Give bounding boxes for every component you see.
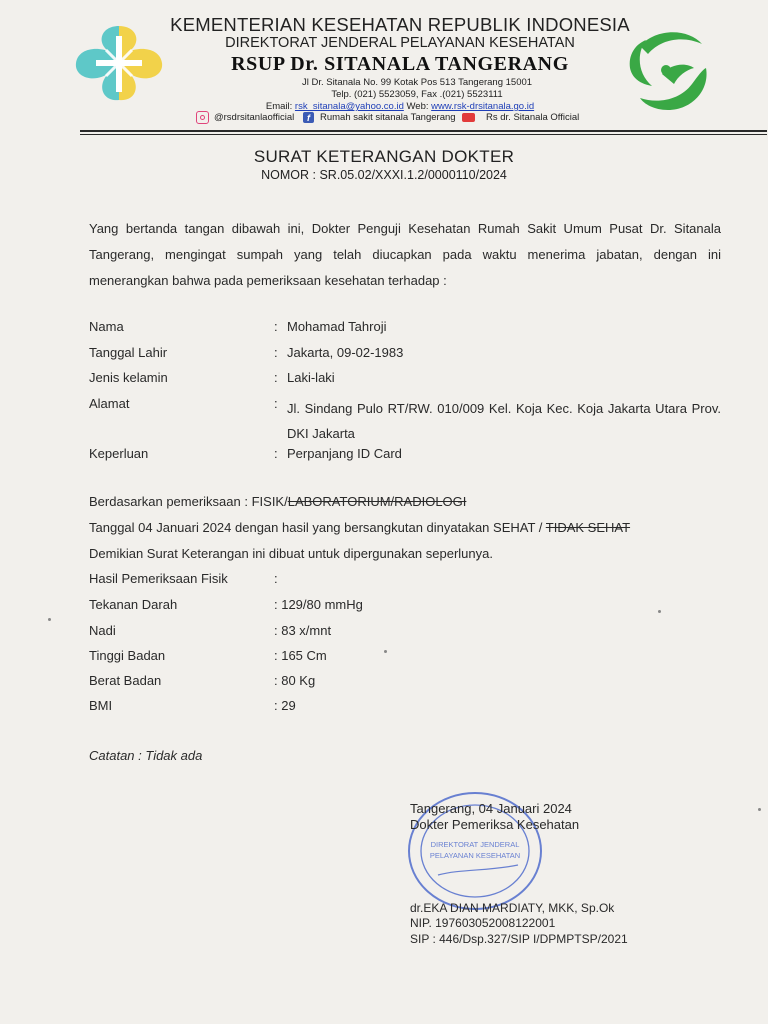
directorate-name: DIREKTORAT JENDERAL PELAYANAN KESEHATAN	[225, 35, 575, 51]
bmi-label: BMI	[89, 698, 113, 713]
name-label: Nama	[89, 319, 124, 334]
address-value: Jl. Sindang Pulo RT/RW. 010/009 Kel. Koja Kec. Koja Jakarta Utara Prov. DKI Jakarta	[287, 401, 721, 441]
ministry-name: KEMENTERIAN KESEHATAN REPUBLIK INDONESIA	[170, 14, 630, 35]
result-prefix: Tanggal 04 Januari 2024 dengan hasil yang bersangkutan dinyatakan SEHAT /	[89, 520, 546, 535]
hospital-phone: Telp. (021) 5523059, Fax .(021) 5523111	[331, 89, 503, 100]
dob-label: Tanggal Lahir	[89, 345, 168, 360]
sex-value: Laki-laki	[287, 370, 335, 385]
weight-value: : 80 Kg	[274, 673, 316, 688]
purpose-value: Perpanjang ID Card	[287, 446, 402, 461]
pulse-value: : 83 x/mnt	[274, 623, 332, 638]
doctor-sip: SIP : 446/Dsp.327/SIP I/DPMPTSP/2021	[410, 932, 628, 946]
height-label: Tinggi Badan	[89, 648, 166, 663]
pulse-label: Nadi	[89, 623, 116, 638]
hospital-name: RSUP Dr. SITANALA TANGERANG	[231, 53, 569, 75]
social-media-row	[196, 111, 596, 127]
basis-prefix: Berdasarkan pemeriksaan :	[89, 494, 252, 509]
signature-place-date: Tangerang, 04 Januari 2024	[410, 801, 572, 816]
height-value: : 165 Cm	[274, 648, 327, 663]
facebook-page: Rumah sakit sitanala Tangerang	[320, 112, 456, 123]
weight-label: Berat Badan	[89, 673, 162, 688]
scan-speck	[384, 650, 387, 653]
sex-colon: :	[274, 370, 278, 385]
examination-basis	[89, 494, 466, 509]
bp-value: : 129/80 mmHg	[274, 597, 363, 612]
physical-exam-colon: :	[274, 571, 278, 586]
name-colon: :	[274, 319, 278, 334]
dob-colon: :	[274, 345, 278, 360]
doctor-name: dr.EKA DIAN MARDIATY, MKK, Sp.Ok	[410, 901, 615, 915]
letterhead-rule-thin	[80, 134, 767, 135]
hospital-logo-icon	[622, 24, 714, 116]
signature-role: Dokter Pemeriksa Kesehatan	[410, 817, 580, 832]
closing-statement: Demikian Surat Keterangan ini dibuat untuk dipergunakan seperlunya.	[89, 546, 493, 561]
letterhead	[170, 14, 630, 113]
basis-struck: LABORATORIUM/RADIOLOGI	[287, 494, 467, 509]
web-link[interactable]: www.rsk-drsitanala.go.id	[431, 101, 535, 112]
bp-label: Tekanan Darah	[89, 597, 178, 612]
facebook-icon: f	[303, 112, 314, 123]
scan-speck	[758, 808, 761, 811]
scan-speck	[48, 618, 51, 621]
doctor-nip: NIP. 197603052008122001	[410, 916, 556, 930]
ministry-logo-icon	[70, 22, 168, 104]
instagram-icon	[196, 111, 209, 124]
email-label: Email:	[265, 101, 293, 112]
examination-result	[89, 520, 630, 535]
dob-value: Jakarta, 09-02-1983	[287, 345, 404, 360]
address-colon: :	[274, 396, 278, 411]
youtube-channel: Rs dr. Sitanala Official	[486, 112, 580, 123]
email-link[interactable]: rsk_sitanala@yahoo.co.id	[294, 101, 404, 112]
document-title: SURAT KETERANGAN DOKTER	[253, 147, 515, 166]
web-label: Web:	[406, 101, 429, 112]
address-label: Alamat	[89, 396, 130, 411]
intro-paragraph: Yang bertanda tangan dibawah ini, Dokter Penguji Kesehatan Rumah Sakit Umum Pusat Dr. Sitanala Tangerang, mengingat sumpah yang telah diucapkan pada waktu menerima jabatan, dengan ini menerangkan bahwa pada pemeriksaan kesehatan terhadap :	[89, 221, 721, 288]
letterhead-rule-thick	[80, 130, 767, 132]
name-value: Mohamad Tahroji	[287, 319, 387, 334]
document-number: NOMOR : SR.05.02/XXXI.1.2/0000110/2024	[261, 168, 507, 182]
basis-fisik: FISIK/	[251, 494, 288, 509]
result-struck: TIDAK SEHAT	[545, 520, 631, 535]
youtube-icon	[462, 113, 475, 122]
physical-exam-label: Hasil Pemeriksaan Fisik	[89, 571, 228, 586]
hospital-address: Jl Dr. Sitanala No. 99 Kotak Pos 513 Tangerang 15001	[301, 77, 533, 88]
scan-speck	[658, 610, 661, 613]
purpose-colon: :	[274, 446, 278, 461]
stamp-line-1: DIREKTORAT JENDERAL	[430, 840, 520, 849]
bmi-value: : 29	[274, 698, 296, 713]
note: Catatan : Tidak ada	[89, 748, 203, 763]
purpose-label: Keperluan	[89, 446, 149, 461]
instagram-handle: @rsdrsitanlaofficial	[214, 112, 295, 123]
stamp-line-2: PELAYANAN KESEHATAN	[429, 851, 521, 860]
sex-label: Jenis kelamin	[89, 370, 168, 385]
